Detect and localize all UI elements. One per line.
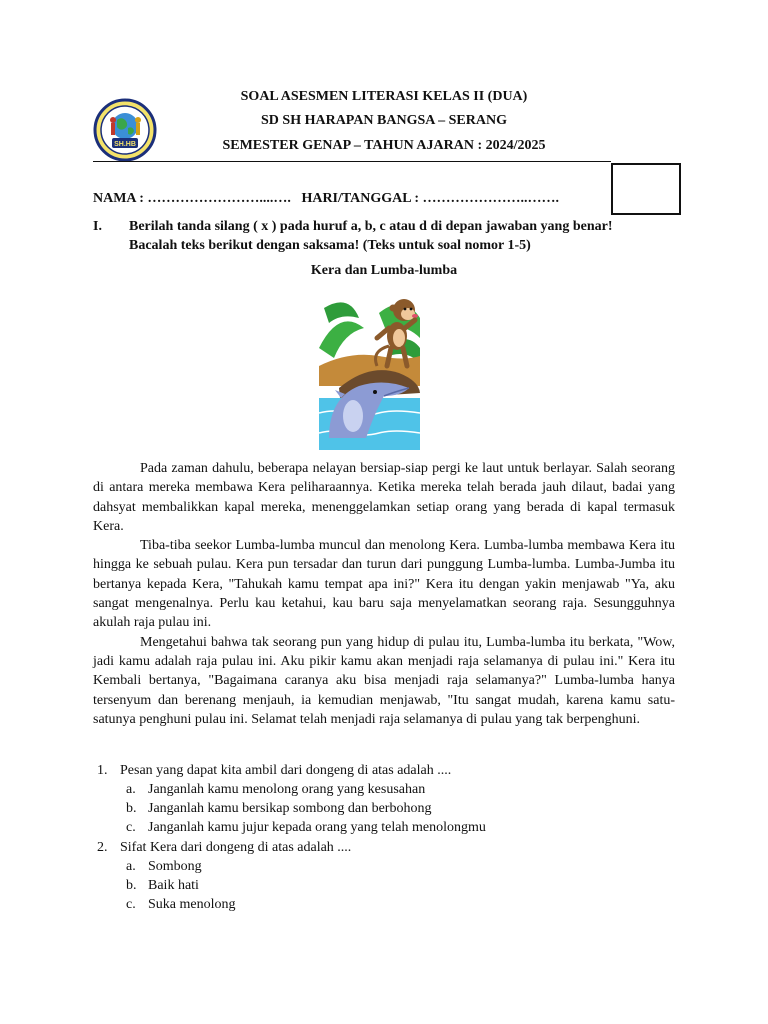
option-text[interactable]: Baik hati (148, 878, 199, 893)
option-letter[interactable]: a. (126, 782, 136, 797)
instruction-line-1: Berilah tanda silang ( x ) pada huruf a, b, c atau d di depan jawaban yang benar! (129, 219, 613, 234)
option-letter[interactable]: c. (126, 897, 136, 912)
option-text[interactable]: Janganlah kamu jujur kepada orang yang telah menolongmu (148, 820, 486, 835)
identity-line (93, 191, 559, 207)
instruction-line-2: Bacalah teks berikut dengan saksama! (Teks untuk soal nomor 1-5) (129, 238, 531, 253)
story-title: Kera dan Lumba-lumba (310, 263, 458, 278)
school-logo (93, 98, 157, 162)
logo-text: SH.HB (114, 141, 136, 148)
option-text[interactable]: Sombong (148, 859, 202, 874)
score-box[interactable] (611, 163, 681, 215)
header-title: SOAL ASESMEN LITERASI KELAS II (DUA) (240, 89, 528, 104)
section-number: I. (93, 219, 102, 234)
story-paragraph-2: Tiba-tiba seekor Lumba-lumba muncul dan menolong Kera. Lumba-lumba membawa Kera itu hingga ke sebuah pulau. Kera pun tersadar dan turun dari punggung Lumba-lumba. Lumba-Jumba itu bertanya kepada Kera, "Tahukah kamu tempat apa ini?" Kera itu dengan yakin menjawab "Ya, aku sangat mengenalnya. Perlu kau ketahui, kau baru saja menyelamatkan seorang raja. Sesungguhnya akulah raja pulau ini. (93, 538, 675, 631)
question-number: 2. (97, 840, 108, 855)
name-field[interactable]: NAMA : ……………………....…. (93, 191, 291, 206)
question-text: Pesan yang dapat kita ambil dari dongeng di atas adalah .... (120, 763, 452, 778)
story-text (93, 459, 675, 729)
story-paragraph-3: Mengetahui bahwa tak seorang pun yang hidup di pulau itu, Lumba-lumba itu berkata, "Wow, jadi kamu adalah raja pulau ini. Aku pikir kamu akan menjadi raja selamanya di pulau ini." Kera itu Kembali bertanya, "Bagaimana caranya aku bisa menjadi raja selamanya?" Lumba-lumba hanya tersenyum dan berenang menjauh, ia kemudian menjawab, "Itu sangat mudah, karena kamu satu-satunya penghuni pulau ini. Selamat telah menjadi raja selamanya di pulau yang tak berpenghuni. (93, 634, 675, 727)
header-school: SD SH HARAPAN BANGSA – SERANG (261, 113, 507, 128)
monkey-and-dolphin-illustration (319, 288, 420, 450)
header-semester: SEMESTER GENAP – TAHUN AJARAN : 2024/2025 (222, 138, 546, 153)
option-letter[interactable]: b. (126, 878, 137, 893)
date-field[interactable]: HARI/TANGGAL : …………………..……. (301, 191, 560, 206)
option-letter[interactable]: b. (126, 801, 137, 816)
option-text[interactable]: Suka menolong (148, 897, 236, 912)
header-divider (93, 161, 611, 162)
option-text[interactable]: Janganlah kamu menolong orang yang kesusahan (148, 782, 426, 797)
option-letter[interactable]: a. (126, 859, 136, 874)
question-text: Sifat Kera dari dongeng di atas adalah .... (120, 840, 352, 855)
option-text[interactable]: Janganlah kamu bersikap sombong dan berbohong (148, 801, 432, 816)
question-number: 1. (97, 763, 108, 778)
option-letter[interactable]: c. (126, 820, 136, 835)
story-paragraph-1: Pada zaman dahulu, beberapa nelayan bersiap-siap pergi ke laut untuk berlayar. Salah seorang di antara mereka membawa Kera peliharaannya. Ketika mereka telah berada jauh dilaut, badai yang dahsyat membalikkan kapal mereka, menenggelamkan setiap orang yang berada di kapal termasuk Kera. (93, 461, 675, 534)
